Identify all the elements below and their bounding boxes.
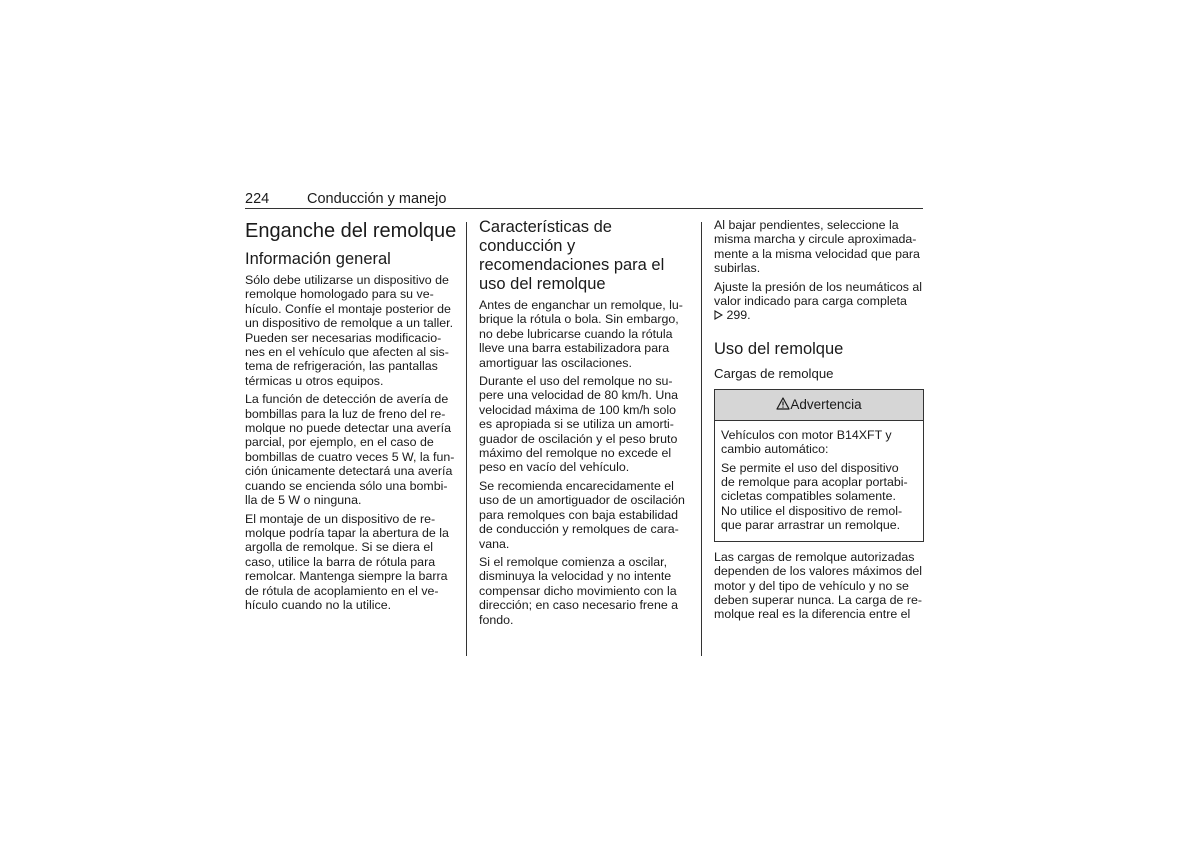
column-divider xyxy=(466,222,467,656)
column-divider xyxy=(701,222,702,656)
warning-header xyxy=(715,390,923,421)
paragraph: Antes de enganchar un remolque, lu- brique la rótula o bola. Sin embargo, no debe lubricarse cuando la rótula lleve una barra estabilizadora para amortiguar las oscilaciones. xyxy=(479,298,683,370)
section-heading: Uso del remolque xyxy=(714,339,844,358)
section-heading: Características de conducción y recomendaciones para el uso del remolque xyxy=(479,218,665,293)
paragraph: Al bajar pendientes, seleccione la misma marcha y circule aproximada- mente a la misma velocidad que para subirlas. xyxy=(714,218,920,276)
paragraph: Durante el uso del remolque no su- pere una velocidad de 80 km/h. Una velocidad máxima de 100 km/h solo es apropiada si se utiliza un amorti- guador de oscilación y el peso bruto máximo del remolque no excede el peso en vacío del vehículo. xyxy=(479,374,679,475)
paragraph: Se recomienda encarecidamente el uso de un amortiguador de oscilación para remolques con baja estabilidad de conducción y remolques de cara- vana. xyxy=(479,478,685,551)
paragraph: Se permite el uso del dispositivo de remolque para acoplar portabi- cicletas compatibles solamente. No utilice el dispositivo de remol- que parar arrastrar un remolque. xyxy=(721,460,908,533)
paragraph: Sólo debe utilizarse un dispositivo de remolque homologado para su ve- hículo. Confíe el montaje posterior de un dispositivo de remolque a un taller. Pueden ser necesarias modificacio- nes en el vehículo que afecten al sis- tema de refrigeración, las pantallas térmicas u otros equipos. xyxy=(245,273,454,388)
column-2 xyxy=(479,218,689,631)
warning-box xyxy=(714,389,924,542)
column-1 xyxy=(245,218,457,616)
column-3 xyxy=(714,218,924,626)
page-reference[interactable]: 299. xyxy=(714,308,751,322)
arrow-reference-icon xyxy=(714,310,723,320)
warning-body xyxy=(715,421,923,541)
page-header xyxy=(245,189,923,209)
paragraph: Las cargas de remolque autorizadas dependen de los valores máximos del motor y del tipo de vehículo y no se deben superar nunca. La carga de re- molque real es la diferencia entre el xyxy=(714,549,923,622)
chapter-title: Enganche del remolque xyxy=(245,220,457,242)
paragraph: La función de detección de avería de bombillas para la luz de freno del re- molque no puede detectar una avería parcial, por ejemplo, en el caso de bombillas de cuatro veces 5 W, la fun- ción únicamente detectará una avería cuando se encienda sólo una bombi- lla de 5 W o ninguna. xyxy=(245,392,455,508)
header-rule xyxy=(245,208,923,209)
paragraph: Si el remolque comienza a oscilar, disminuya la velocidad y no intente compensar dicho movimiento con la dirección; en caso necesario frene a fondo. xyxy=(479,554,679,627)
section-heading: Información general xyxy=(245,250,391,268)
paragraph: Ajuste la presión de los neumáticos al valor indicado para carga completa 299. xyxy=(714,279,923,323)
page-number: 224 xyxy=(245,191,270,207)
warning-triangle-icon xyxy=(776,397,790,410)
subsection-heading: Cargas de remolque xyxy=(714,365,834,381)
paragraph: Vehículos con motor B14XFT y cambio automático: xyxy=(721,427,892,457)
section-title: Conducción y manejo xyxy=(307,191,447,207)
warning-title: Advertencia xyxy=(790,396,862,412)
paragraph: El montaje de un dispositivo de re- molque podría tapar la abertura de la argolla de remolque. Si se diera el caso, utilice la barra de rótula para remolcar. Mantenga siempre la barra de rótula de acoplamiento en el ve- hículo cuando no la utilice. xyxy=(245,511,449,612)
